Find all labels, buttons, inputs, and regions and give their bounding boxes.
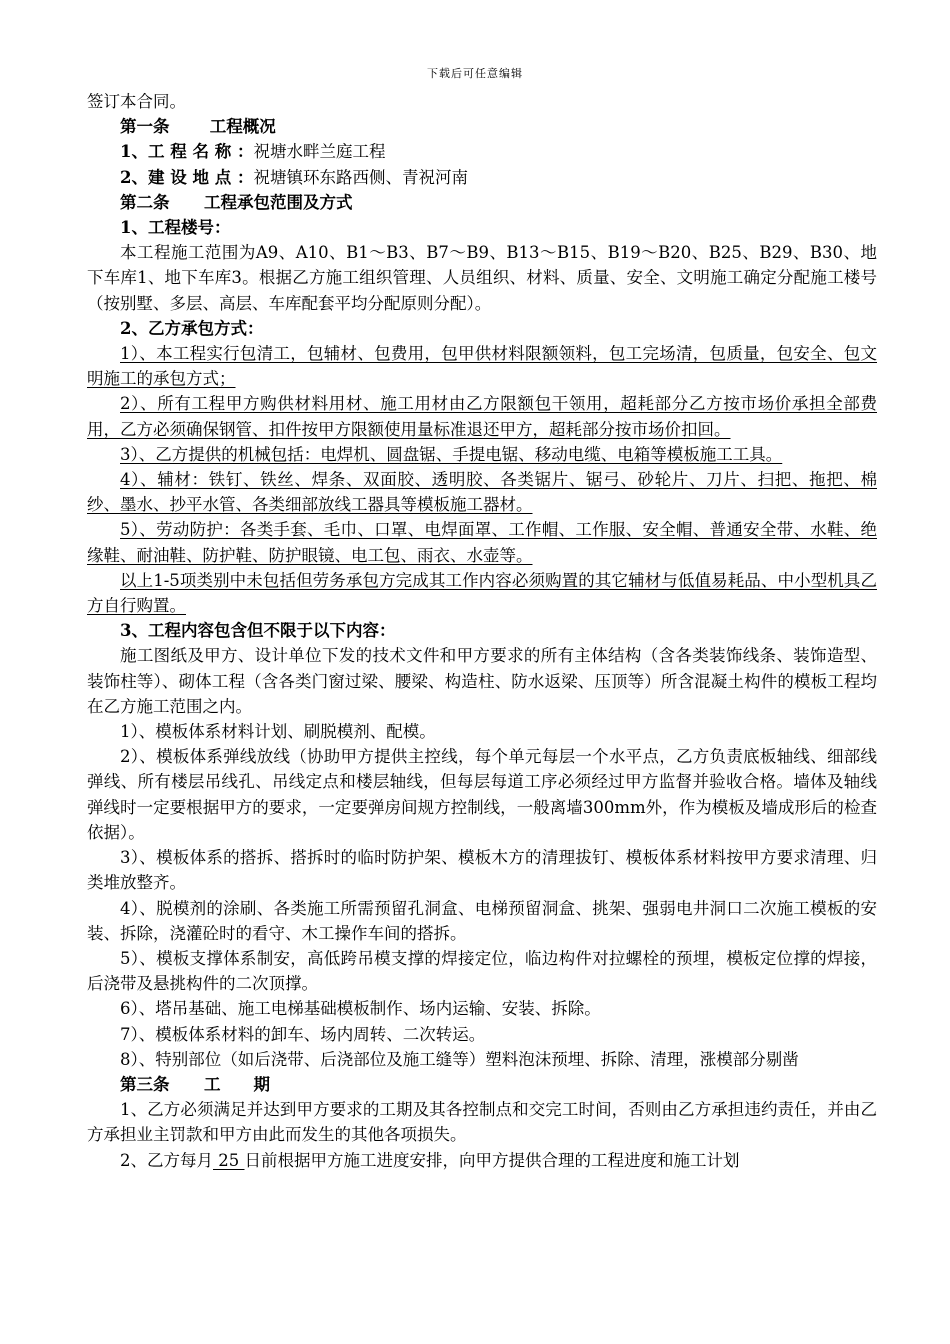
paragraph: 签订本合同。 [87, 92, 186, 111]
day-number: 25 [213, 1150, 245, 1170]
paragraph [87, 391, 877, 441]
paragraph: 6）、塔吊基础、施工电梯基础模板制作、场内运输、安装、拆除。 [120, 999, 601, 1019]
paragraph: 本工程施工范围为A9、A10、B1～B3、B7～B9、B13～B15、B19～B20、B25、B29、B30、地下车库1、地下车库3。根据乙方施工组织管理、人员组织、材料、质量、安全、文明施工确定分配施工楼号（按别墅、多层、高层、车库配套平均分配原则分配）。 [87, 243, 877, 313]
paragraph [87, 139, 877, 164]
article-heading [87, 1072, 877, 1097]
field-label: 1、工 程 名 称 ： [120, 142, 254, 162]
article-number: 第二条 [120, 192, 170, 212]
paragraph: 5）、模板支撑体系制安，高低跨吊模支撑的焊接定位，临边构件对拉螺栓的预埋，模板定位撑的焊接，后浇带及悬挑构件的二次顶撑。 [87, 948, 877, 994]
article-title: 工 期 [203, 1074, 270, 1094]
paragraph [87, 165, 877, 190]
underlined-text: 2）、所有工程甲方购供材料用材、施工用材由乙方限额包干领用，超耗部分乙方按市场价承担全部费用，乙方必须确保钢管、扣件按甲方限额使用量标准退还甲方，超耗部分按市场价扣回。 [87, 394, 877, 439]
paragraph [87, 517, 877, 567]
underlined-text: 4）、辅材：铁钉、铁丝、焊条、双面胶、透明胶、各类锯片、锯弓、砂轮片、刀片、扫把、拖把、棉纱、墨水、抄平水管、各类细部放线工器具等模板施工器材。 [87, 470, 877, 515]
article-heading [87, 114, 877, 139]
paragraph: 1、乙方必须满足并达到甲方要求的工期及其各控制点和交完工时间，否则由乙方承担违约责任，并由乙方承担业主罚款和甲方由此而发生的其他各项损失。 [87, 1100, 877, 1145]
field-value: 祝塘镇环东路西侧、青祝河南 [253, 167, 468, 187]
paragraph [87, 1148, 877, 1173]
underlined-text: 1）、本工程实行包清工，包辅材、包费用，包甲供材料限额领料，包工完场清，包质量，包安全、包文明施工的承包方式； [87, 344, 877, 389]
field-value: 祝塘水畔兰庭工程 [253, 142, 386, 162]
article-title: 工程承包范围及方式 [203, 192, 353, 212]
contract-document [87, 89, 877, 1173]
paragraph: 3）、模板体系的搭拆、搭拆时的临时防护架、模板木方的清理拔钉、模板体系材料按甲方要求清理、归类堆放整齐。 [87, 848, 877, 893]
section-heading: 1、工程楼号： [120, 218, 231, 238]
field-label: 2、建 设 地 点 ： [120, 167, 254, 187]
article-number: 第一条 [120, 117, 170, 137]
paragraph: 7）、模板体系材料的卸车、场内周转、二次转运。 [120, 1024, 486, 1044]
page-header: 下载后可任意编辑 [427, 67, 523, 80]
paragraph-text: 2、乙方每月 [120, 1150, 213, 1170]
paragraph: 2）、模板体系弹线放线（协助甲方提供主控线，每个单元每层一个水平点，乙方负责底板轴线、细部线弹线、所有楼层吊线孔、吊线定点和楼层轴线，但每层每道工序必须经过甲方监督并验收合格。墙体及轴线弹线时一定要根据甲方的要求，一定要弹房间规方控制线，一般离墙300mm外，作为模板及墙成形后的检查依据）。 [87, 747, 877, 842]
underlined-text: 3）、乙方提供的机械包括：电焊机、圆盘锯、手提电锯、移动电缆、电箱等模板施工工具。 [120, 444, 783, 464]
paragraph: 8）、特别部位（如后浇带、后浇部位及施工缝等）塑料泡沫预埋、拆除、清理，涨模部分剔凿 [120, 1049, 799, 1069]
paragraph: 施工图纸及甲方、设计单位下发的技术文件和甲方要求的所有主体结构（含各类装饰线条、装饰造型、装饰柱等）、砌体工程（含各类门窗过梁、腰梁、构造柱、防水返梁、压顶等）所含混凝土构件的模板工程均在乙方施工范围之内。 [87, 646, 877, 716]
paragraph [87, 442, 877, 467]
paragraph: 1）、模板体系材料计划、刷脱模剂、配模。 [120, 722, 436, 742]
paragraph: 4）、脱模剂的涂刷、各类施工所需预留孔洞盒、电梯预留洞盒、挑架、强弱电井洞口二次施工模板的安装、拆除，浇灌砼时的看守、木工操作车间的搭拆。 [87, 898, 877, 943]
article-title: 工程概况 [209, 117, 276, 137]
paragraph [87, 341, 877, 391]
paragraph-text: 日前根据甲方施工进度安排，向甲方提供合理的工程进度和施工计划 [244, 1150, 740, 1170]
paragraph [87, 467, 877, 517]
section-heading: 3、工程内容包含但不限于以下内容： [120, 621, 396, 641]
section-heading: 2、乙方承包方式： [120, 318, 264, 338]
article-heading [87, 190, 877, 215]
paragraph [87, 568, 877, 618]
article-number: 第三条 [120, 1074, 170, 1094]
underlined-text: 以上1-5项类别中未包括但劳务承包方完成其工作内容必须购置的其它辅材与低值易耗品、中小型机具乙方自行购置。 [87, 570, 877, 616]
underlined-text: 5）、劳动防护：各类手套、毛巾、口罩、电焊面罩、工作帽、工作服、安全帽、普通安全带、水鞋、绝缘鞋、耐油鞋、防护鞋、防护眼镜、电工包、雨衣、水壶等。 [87, 520, 877, 565]
